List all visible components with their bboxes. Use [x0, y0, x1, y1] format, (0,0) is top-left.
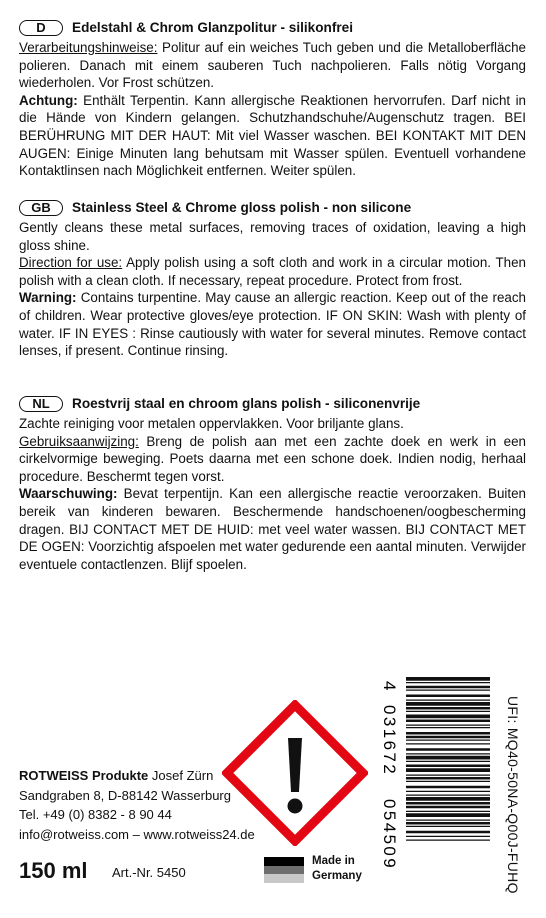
- warning-text: Contains turpentine. May cause an allergic reaction. Keep out of the reach of children. Wear protective gloves/eye protection. IF ON SKIN: Wash with plenty of water. IF IN EYES : Rinse cautiously with water for several minutes. Remove contact lenses, if present. Continue rinsing.: [19, 290, 526, 359]
- barcode-bar: [406, 736, 490, 739]
- flag-stripe: [264, 866, 304, 875]
- barcode-bar: [406, 802, 490, 805]
- barcode-bar: [406, 711, 490, 712]
- barcode-bar: [406, 761, 490, 762]
- company-phone: Tel. +49 (0) 8382 - 8 90 44: [19, 807, 172, 823]
- barcode-bar: [406, 820, 490, 821]
- barcode-bar: [406, 756, 490, 760]
- company-block: [19, 766, 255, 844]
- barcode-bar: [406, 702, 490, 706]
- section-title: Roestvrij staal en chroom glans polish - siliconenvrije: [72, 396, 421, 412]
- language-badge: GB: [19, 200, 63, 216]
- volume-label: 150 ml: [19, 858, 88, 883]
- barcode-bar: [406, 677, 490, 681]
- barcode-bar: [406, 720, 490, 723]
- barcode-bar: [406, 840, 490, 841]
- section-title: Edelstahl & Chrom Glanzpolitur - silikonfrei: [72, 20, 353, 36]
- flag-stripe: [264, 874, 304, 883]
- barcode-bar: [406, 781, 490, 782]
- barcode-bar: [406, 826, 490, 827]
- direction-paragraph: [19, 254, 526, 289]
- article-number: Art.-Nr. 5450: [112, 865, 186, 880]
- made-in-germany: [264, 854, 374, 888]
- warning-text: Enthält Terpentin. Kann allergische Reaktionen hervorrufen. Darf nicht in die Hände von Kindern gelangen. Schutzhandschuhe/Augenschutz tragen. BEI BERÜHRUNG MIT DER HAUT: Mit viel Wasser waschen. BEI KONTAKT MIT DEN AUGEN: Einige Minuten lang behutsam mit Wasser spülen. Eventuell vorhandene Kontaktlinsen nach Möglichkeit entfernen. Weiter spülen.: [19, 92, 526, 179]
- barcode-bars: [406, 677, 490, 841]
- section-english: [19, 198, 526, 360]
- flag-stripe: [264, 857, 304, 866]
- barcode-bar: [406, 695, 490, 698]
- barcode-bar: [406, 836, 490, 837]
- ufi-code: UFI: MQ40-50NA-Q00J-FUHQ: [505, 696, 521, 894]
- ufi-wrapper: [500, 696, 526, 894]
- germany-flag-icon: [264, 857, 304, 883]
- warning-label: Achtung:: [19, 92, 78, 108]
- warning-label: Warning:: [19, 290, 77, 306]
- barcode-bar: [406, 748, 490, 751]
- barcode-bar: [406, 732, 490, 735]
- barcode-bar: [406, 743, 490, 744]
- warning-paragraph: [19, 92, 526, 180]
- barcode-bar: [406, 768, 490, 772]
- processing-paragraph: [19, 39, 526, 92]
- company-address: Sandgraben 8, D-88142 Wasserburg: [19, 787, 231, 803]
- company-name: ROTWEISS Produkte: [19, 768, 149, 783]
- intro-paragraph: Zachte reiniging voor metalen oppervlakken. Voor briljante glans.: [19, 416, 404, 431]
- ean-barcode: [378, 675, 493, 895]
- company-name-line: [19, 766, 255, 786]
- warning-paragraph: [19, 289, 526, 359]
- barcode-bar: [406, 707, 490, 710]
- barcode-bar: [406, 775, 490, 776]
- barcode-bar: [406, 777, 490, 780]
- processing-label: Verarbeitungshinweise:: [19, 40, 158, 55]
- warning-paragraph: [19, 485, 526, 573]
- barcode-bar: [406, 765, 490, 768]
- company-web: info@rotweiss.com – www.rotweiss24.de: [19, 826, 255, 842]
- barcode-bar: [406, 797, 490, 801]
- barcode-bar: [406, 682, 490, 683]
- processing-text: Politur auf ein weiches Tuch geben und die Metalloberfläche polieren. Danach mit einem sauberen Tuch nachpolieren. Falls nötig Vorgang wiederholen. Vor Frost schützen.: [19, 40, 526, 91]
- barcode-bar: [406, 690, 490, 691]
- usage-text: Breng de polish aan met een zachte doek en werk in een cirkelvormige beweging. Poets daarna met een schone doek. Indien nodig, herhaal procedure. Beschermt tegen vorst.: [19, 433, 526, 484]
- section-dutch: [19, 394, 526, 573]
- barcode-digit-first: 4: [380, 681, 399, 691]
- warning-text: Bevat terpentijn. Kan een allergische reactie veroorzaken. Buiten bereik van kinderen bewaren. Beschermende handschoenen/oogbescherming dragen. BIJ CONTACT MET DE HUID: met veel water wassen. BIJ CONTACT MET DE OGEN: Voorzichtig afspoelen met water gedurende een aantal minuten. Verwijder eventuele contactlenzen. Blijf spoelen.: [19, 486, 526, 572]
- usage-paragraph: [19, 433, 526, 486]
- barcode-bar: [406, 740, 490, 741]
- usage-label: Gebruiksaanwijzing:: [19, 433, 139, 449]
- barcode-bar: [406, 715, 490, 719]
- barcode-bar: [406, 806, 490, 809]
- barcode-bar: [406, 822, 490, 825]
- barcode-bar: [406, 831, 490, 834]
- section-header: [19, 198, 526, 218]
- origin-text: [312, 854, 362, 884]
- barcode-digits-left: 031672: [380, 705, 399, 777]
- barcode-bar: [406, 795, 490, 796]
- origin-line-1: Made in: [312, 855, 355, 867]
- intro-paragraph: Gently cleans these metal surfaces, removing traces of oxidation, leaving a high gloss shine.: [19, 220, 526, 253]
- barcode-bar: [406, 791, 490, 792]
- section-title: Stainless Steel & Chrome gloss polish - non silicone: [72, 200, 412, 216]
- section-header: [19, 18, 526, 38]
- section-german: [19, 18, 526, 180]
- barcode-digits-right: 054509: [380, 799, 399, 871]
- direction-text: Apply polish using a soft cloth and work in a circular motion. Then polish with a clean cloth. If necessary, repeat procedure. Protect from frost.: [19, 255, 527, 288]
- barcode-bar: [406, 727, 490, 728]
- exclamation-dot: [288, 799, 303, 814]
- direction-label: Direction for use:: [19, 255, 123, 271]
- barcode-bar: [406, 753, 490, 754]
- language-badge: NL: [19, 396, 63, 412]
- barcode-bar: [406, 811, 490, 812]
- barcode-bar: [406, 813, 490, 817]
- company-owner: Josef Zürn: [148, 768, 214, 783]
- section-header: [19, 394, 526, 414]
- barcode-bar: [406, 725, 490, 726]
- origin-line-2: Germany: [312, 870, 362, 882]
- barcode-bar: [406, 686, 490, 689]
- barcode-bar: [406, 786, 490, 789]
- warning-label: Waarschuwing:: [19, 486, 118, 502]
- language-badge: D: [19, 20, 63, 36]
- barcode-bar: [406, 700, 490, 701]
